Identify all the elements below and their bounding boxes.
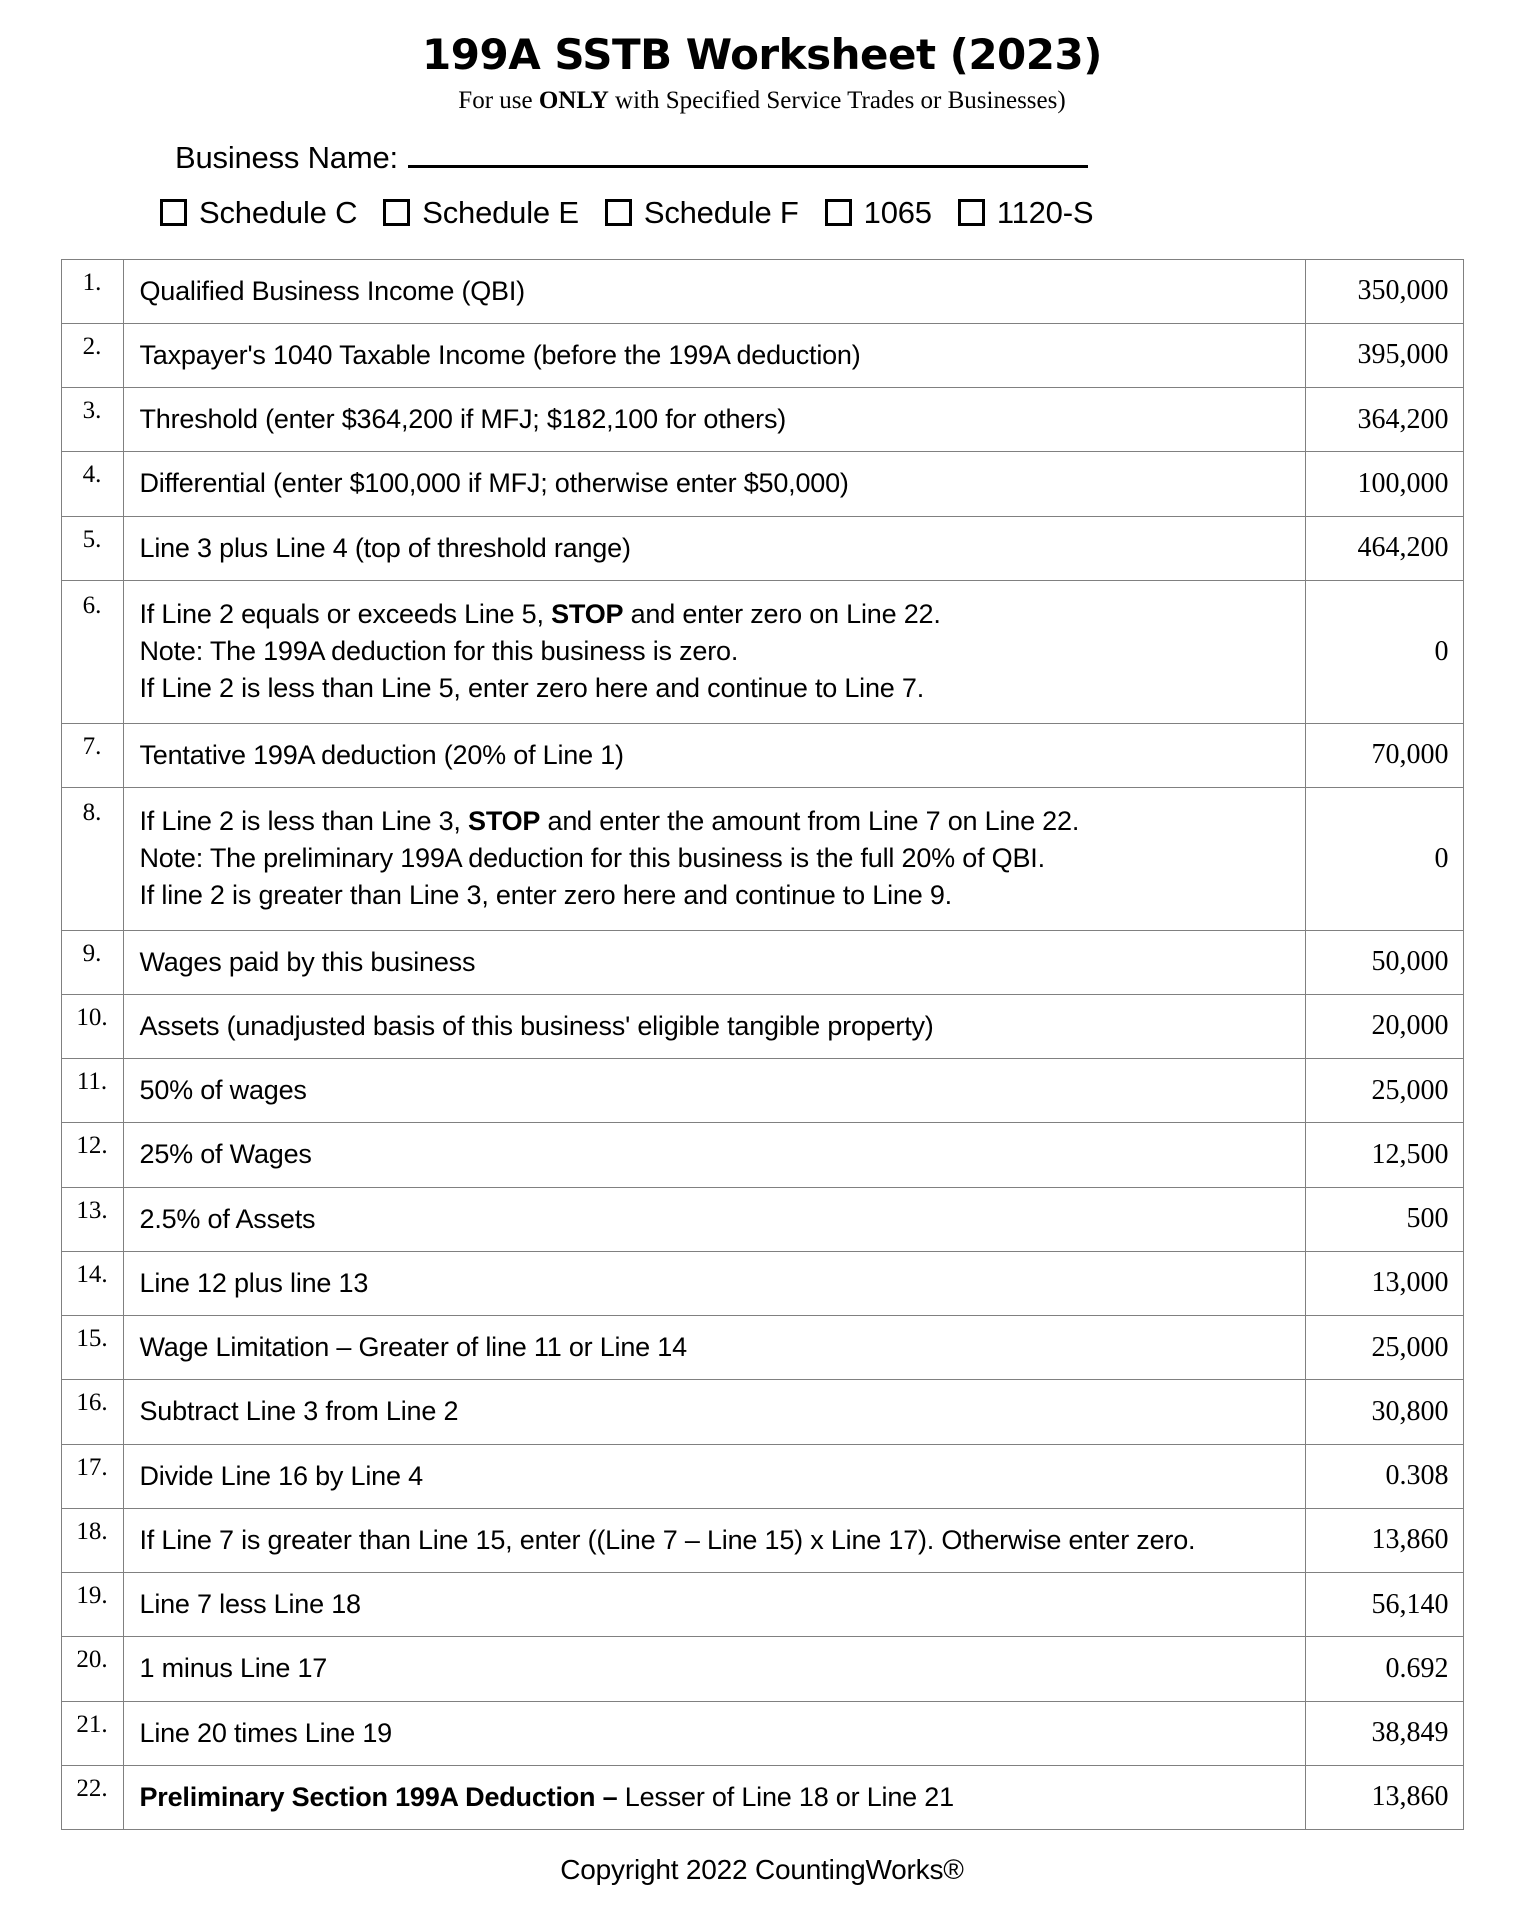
checkbox-label: Schedule C [199,194,358,230]
row-value[interactable]: 13,860 [1305,1508,1463,1572]
row-value[interactable]: 350,000 [1305,259,1463,323]
row-description-line: If Line 2 equals or exceeds Line 5, STOP and enter zero on Line 22. [139,598,941,629]
table-row [61,1573,1463,1637]
row-description [123,930,1305,994]
row-value[interactable]: 500 [1305,1187,1463,1251]
row-description [123,1508,1305,1572]
row-value[interactable]: 25,000 [1305,1316,1463,1380]
entity-type-checkbox-group [0,195,1524,231]
row-value[interactable]: 13,860 [1305,1765,1463,1829]
checkbox-item-schedule-e[interactable] [383,195,579,231]
table-row [61,1316,1463,1380]
business-name-field [0,139,1524,175]
checkbox-item-schedule-f[interactable] [605,195,799,231]
row-description-line: Qualified Business Income (QBI) [139,275,525,306]
checkbox-label: 1120-S [996,194,1094,230]
row-value[interactable]: 38,849 [1305,1701,1463,1765]
table-row [61,259,1463,323]
row-description [123,1123,1305,1187]
checkbox-item-1120-s[interactable] [958,195,1093,231]
row-number: 12. [61,1123,123,1187]
row-number: 15. [61,1316,123,1380]
row-description-line: Subtract Line 3 from Line 2 [139,1396,459,1427]
page-title: 199A SSTB Worksheet (2023) [422,30,1102,79]
row-number: 7. [61,723,123,787]
row-number: 10. [61,994,123,1058]
row-value[interactable]: 12,500 [1305,1123,1463,1187]
row-value[interactable]: 0 [1305,787,1463,930]
row-number: 11. [61,1059,123,1123]
row-description-line: Wages paid by this business [139,946,476,977]
row-number: 8. [61,787,123,930]
emphasis-text: STOP [468,805,541,836]
subtitle-prefix: For use [458,86,539,114]
row-number: 2. [61,323,123,387]
row-description [123,1765,1305,1829]
row-description [123,1251,1305,1315]
checkbox-item-schedule-c[interactable] [160,195,357,231]
row-number: 14. [61,1251,123,1315]
worksheet-table [61,259,1464,1831]
row-description-line: Differential (enter $100,000 if MFJ; otherwise enter $50,000) [139,468,849,499]
checkbox-icon[interactable] [605,199,632,226]
table-row [61,516,1463,580]
table-row [61,580,1463,723]
row-description-line: Note: The preliminary 199A deduction for this business is the full 20% of QBI. [139,843,1045,874]
row-number: 3. [61,388,123,452]
row-description-line: Preliminary Section 199A Deduction – Lesser of Line 18 or Line 21 [139,1781,954,1812]
table-row [61,1637,1463,1701]
checkbox-item-1065[interactable] [825,195,932,231]
row-value[interactable]: 364,200 [1305,388,1463,452]
row-value[interactable]: 13,000 [1305,1251,1463,1315]
row-number: 16. [61,1380,123,1444]
row-description-line: Line 3 plus Line 4 (top of threshold range) [139,532,631,563]
row-description-line: Divide Line 16 by Line 4 [139,1460,423,1491]
row-value[interactable]: 0.308 [1305,1444,1463,1508]
row-description [123,323,1305,387]
table-row [61,452,1463,516]
row-value[interactable]: 464,200 [1305,516,1463,580]
copyright-footer: Copyright 2022 CountingWorks® [560,1854,964,1886]
row-value[interactable]: 50,000 [1305,930,1463,994]
table-row [61,1251,1463,1315]
row-description [123,1187,1305,1251]
row-description-line: Threshold (enter $364,200 if MFJ; $182,100 for others) [139,404,787,435]
row-description [123,388,1305,452]
row-description [123,1637,1305,1701]
business-name-label: Business Name: [175,139,398,175]
row-description [123,580,1305,723]
row-description-line: If Line 7 is greater than Line 15, enter ((Line 7 – Line 15) x Line 17). Otherwise enter zero. [139,1524,1196,1555]
table-row [61,323,1463,387]
row-description [123,1573,1305,1637]
checkbox-icon[interactable] [383,199,410,226]
table-row [61,1701,1463,1765]
row-description-line: 2.5% of Assets [139,1203,316,1234]
row-description-line: If Line 2 is less than Line 3, STOP and enter the amount from Line 7 on Line 22. [139,805,1080,836]
row-description [123,723,1305,787]
row-description-line: 50% of wages [139,1075,307,1106]
table-row [61,388,1463,452]
row-value[interactable]: 70,000 [1305,723,1463,787]
row-description-line: Taxpayer's 1040 Taxable Income (before the 199A deduction) [139,339,861,370]
row-description [123,787,1305,930]
table-row [61,1508,1463,1572]
row-number: 13. [61,1187,123,1251]
table-row [61,1187,1463,1251]
row-number: 19. [61,1573,123,1637]
row-description [123,1059,1305,1123]
row-description [123,452,1305,516]
table-row [61,994,1463,1058]
checkbox-label: 1065 [863,194,932,230]
row-description-line: Line 7 less Line 18 [139,1589,361,1620]
checkbox-label: Schedule F [643,194,799,230]
checkbox-icon[interactable] [825,199,852,226]
row-number: 18. [61,1508,123,1572]
row-number: 22. [61,1765,123,1829]
row-number: 9. [61,930,123,994]
table-row [61,930,1463,994]
row-description-line: 1 minus Line 17 [139,1653,328,1684]
row-description-line: Tentative 199A deduction (20% of Line 1) [139,739,624,770]
row-number: 1. [61,259,123,323]
row-description-line: Assets (unadjusted basis of this business' eligible tangible property) [139,1010,934,1041]
row-value[interactable]: 25,000 [1305,1059,1463,1123]
emphasis-text: Preliminary Section 199A Deduction – [139,1781,618,1812]
row-description-line: If line 2 is greater than Line 3, enter zero here and continue to Line 9. [139,880,952,911]
worksheet-table-body [61,259,1463,1830]
table-row [61,1380,1463,1444]
row-value[interactable]: 395,000 [1305,323,1463,387]
table-row [61,1059,1463,1123]
row-description [123,516,1305,580]
table-row [61,1765,1463,1829]
row-description [123,1444,1305,1508]
row-description [123,994,1305,1058]
row-description-line: Line 12 plus line 13 [139,1267,369,1298]
row-description-line: Note: The 199A deduction for this business is zero. [139,636,739,667]
row-description-line: If Line 2 is less than Line 5, enter zero here and continue to Line 7. [139,673,925,704]
row-value[interactable]: 100,000 [1305,452,1463,516]
row-description [123,1701,1305,1765]
row-description-line: Line 20 times Line 19 [139,1717,392,1748]
row-number: 5. [61,516,123,580]
row-value[interactable]: 20,000 [1305,994,1463,1058]
row-value[interactable]: 30,800 [1305,1380,1463,1444]
row-description-line: Wage Limitation – Greater of line 11 or Line 14 [139,1332,687,1363]
row-description [123,1380,1305,1444]
row-description-line: 25% of Wages [139,1139,312,1170]
row-number: 17. [61,1444,123,1508]
checkbox-icon[interactable] [160,199,187,226]
subtitle-suffix: with Specified Service Trades or Businesses) [608,86,1066,114]
emphasis-text: STOP [551,598,624,629]
business-name-input[interactable] [408,165,1088,168]
table-row [61,1444,1463,1508]
checkbox-icon[interactable] [958,199,985,226]
row-value[interactable]: 0 [1305,580,1463,723]
table-row [61,723,1463,787]
subtitle-emphasis: ONLY [538,86,609,114]
row-value[interactable]: 0.692 [1305,1637,1463,1701]
row-number: 20. [61,1637,123,1701]
row-value[interactable]: 56,140 [1305,1573,1463,1637]
row-description [123,1316,1305,1380]
checkbox-label: Schedule E [422,194,579,230]
page-subtitle [0,80,1524,116]
row-number: 21. [61,1701,123,1765]
row-number: 6. [61,580,123,723]
table-row [61,787,1463,930]
row-number: 4. [61,452,123,516]
table-row [61,1123,1463,1187]
row-description [123,259,1305,323]
